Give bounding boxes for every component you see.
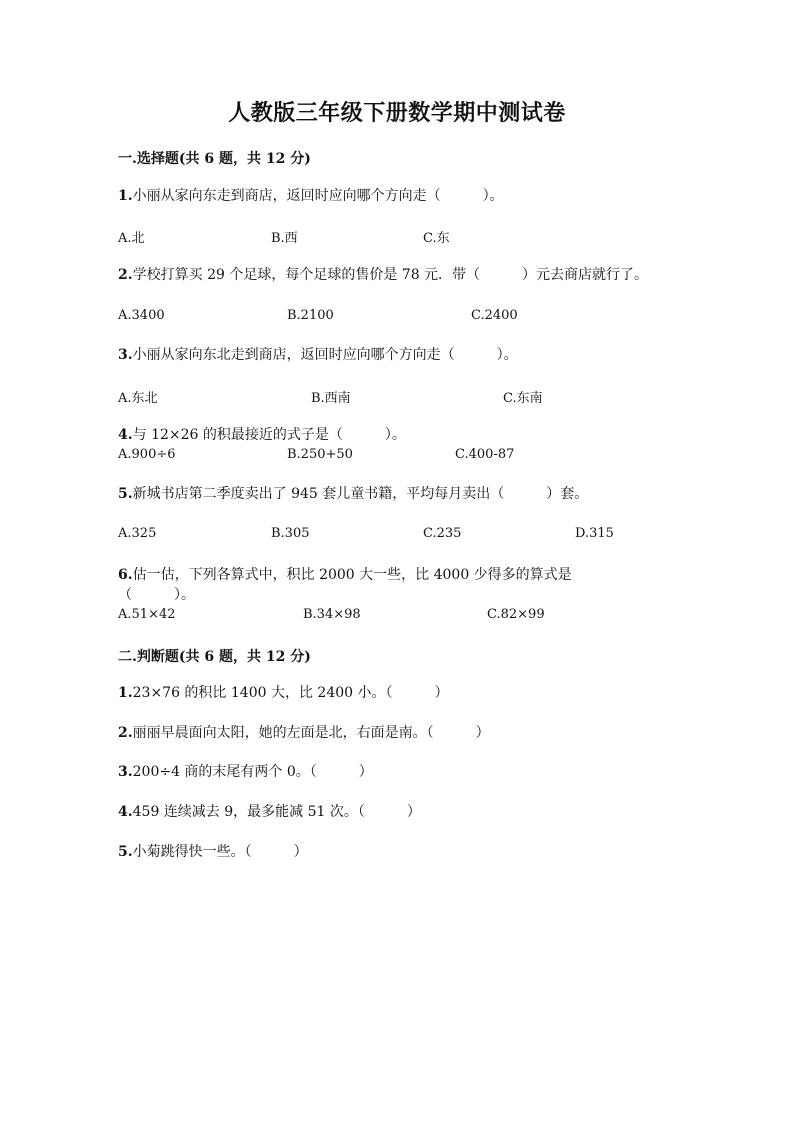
- option-a: A.北: [118, 231, 145, 246]
- question-number: 5.: [118, 486, 133, 502]
- option-a: A.325: [118, 526, 157, 541]
- question-number: 1.: [118, 188, 133, 204]
- option-c: C.400-87: [455, 447, 515, 462]
- option-b: B.西南: [311, 391, 351, 406]
- option-b: B.2100: [287, 308, 334, 323]
- question-number: 2.: [118, 725, 133, 741]
- question-text: 小菊跳得快一些。（ ）: [132, 844, 308, 860]
- option-a: A.51×42: [118, 607, 176, 622]
- question-text: 估一估，下列各算式中，积比 2000 大一些，比 4000 少得多的算式是（ ）。: [118, 567, 572, 603]
- question-number: 3.: [118, 347, 133, 363]
- option-d: D.315: [575, 526, 614, 541]
- question-text: 与 12×26 的积最接近的式子是（ ）。: [132, 427, 406, 443]
- option-a: A.900÷6: [118, 447, 176, 462]
- question-number: 4.: [118, 804, 133, 820]
- option-a: A.东北: [118, 391, 158, 406]
- option-b: B.305: [271, 526, 310, 541]
- question-number: 5.: [118, 844, 133, 860]
- judgement-3: [118, 762, 373, 782]
- option-c: C.2400: [471, 308, 518, 323]
- option-b: B.西: [271, 231, 298, 246]
- question-5: [118, 484, 588, 504]
- judgement-2: [118, 723, 490, 743]
- question-4: [118, 425, 406, 445]
- option-b: B.250+50: [287, 447, 353, 462]
- question-text: 学校打算买 29 个足球，每个足球的售价是 78 元．带（ ）元去商店就行了。: [132, 267, 649, 283]
- section-heading-judgement: 二.判断题(共 6 题，共 12 分): [118, 649, 311, 665]
- question-number: 6.: [118, 567, 133, 583]
- option-c: C.82×99: [487, 607, 545, 622]
- question-number: 4.: [118, 427, 133, 443]
- option-c: C.东: [423, 231, 450, 246]
- option-c: C.235: [423, 526, 462, 541]
- question-text: 200÷4 商的末尾有两个 0。（ ）: [132, 764, 373, 780]
- question-text: 459 连续减去 9，最多能减 51 次。（ ）: [132, 804, 421, 820]
- question-text: 小丽从家向东北走到商店，返回时应向哪个方向走（ ）。: [132, 347, 518, 363]
- option-a: A.3400: [118, 308, 165, 323]
- section-heading-choice: 一.选择题(共 6 题，共 12 分): [118, 151, 311, 167]
- judgement-1: [118, 683, 449, 703]
- question-text: 丽丽早晨面向太阳，她的左面是北，右面是南。（ ）: [132, 725, 490, 741]
- judgement-5: [118, 842, 308, 862]
- page-title: 人教版三年级下册数学期中测试卷: [228, 100, 566, 126]
- question-number: 3.: [118, 764, 133, 780]
- question-number: 1.: [118, 685, 133, 701]
- question-number: 2.: [118, 267, 133, 283]
- question-text: 新城书店第二季度卖出了 945 套儿童书籍，平均每月卖出（ ）套。: [132, 486, 589, 502]
- option-b: B.34×98: [303, 607, 361, 622]
- question-6: [118, 565, 638, 605]
- question-text: 23×76 的积比 1400 大，比 2400 小。（ ）: [132, 685, 449, 701]
- question-2: [118, 265, 678, 285]
- question-text: 小丽从家向东走到商店，返回时应向哪个方向走（ ）。: [132, 188, 504, 204]
- option-c: C.东南: [503, 391, 543, 406]
- question-3: [118, 345, 518, 365]
- question-1: [118, 186, 504, 206]
- judgement-4: [118, 802, 421, 822]
